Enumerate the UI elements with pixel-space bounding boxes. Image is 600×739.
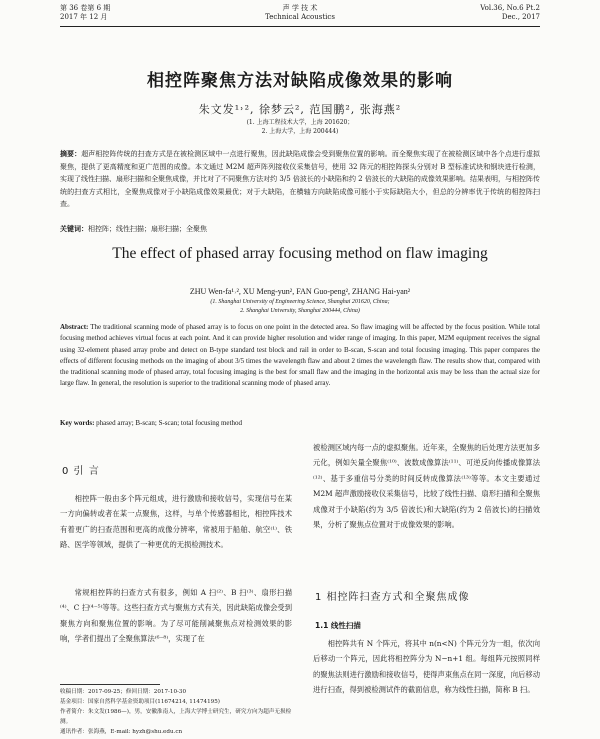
- keywords-chinese: [60, 224, 540, 234]
- footnote-correspondence: 通讯作者：张海燕，E-mail: hyzh@shu.edu.cn: [60, 729, 183, 735]
- keywords-cn-text: 相控阵；线性扫描；扇形扫描；全聚焦: [88, 225, 207, 233]
- footnote-author: 作者简介：朱文发(1986—)，男，安徽淮南人，上海大学博士研究生，研究方向为超声无损检测。: [60, 709, 292, 725]
- keywords-english: [60, 418, 540, 428]
- header-left-line1: 第 36 卷第 6 期: [60, 4, 111, 12]
- section-0-heading: 0 引 言: [62, 466, 100, 477]
- abstract-en-text: The traditional scanning mode of phased array is to focus on one point in the detected area. So flaw imaging will be affected by the focus position. While total focusing method achieves virtual focus at each point. And it can provide higher resolution and wider range of imaging. In this paper, M2M equipment receives the signal using 32-element phased array probe and detect on B-type standard test block and rail in order to B-scan, S-scan and total focusing imaging. This paper compares the effects of different focusing methods on the imaging of about 3/5 times the wavelength flaw and about 2 times the wavelength flaw. The results show that, compared with the traditional scanning mode of phased array, total focusing imaging is the best for small flaw and the imaging in the horizontal axis may be less than the actual size for large flaw. In general, the resolution is superior to the traditional scanning mode of phased array.: [60, 323, 540, 388]
- footnote: [60, 687, 292, 737]
- header-rule: [60, 26, 540, 27]
- abstract-cn-text: 超声相控阵传统的扫查方式是在被检测区域中一点进行聚焦，因此缺陷成像会受到聚焦位置的影响。而全聚焦实现了在被检测区域中各个点进行虚拟聚焦，提供了更高精度和更广范围的成像。本文通过 M2M 超声阵列接收仪采集信号，使用 32 阵元的相控阵探头分别对 B 型标准试块和钢块进行检测，实现了线性扫描、扇形扫描和全聚焦成像，并比对了不同聚焦方法对约 3/5 倍波长的小缺陷和约 2 倍波长的大缺陷的成像效果影响。结果表明，与相控阵传统的扫查方式相比，全聚焦成像对于小缺陷成像效果最优；对于大缺陷，在横轴方向缺陷成像可能小于实际缺陷大小，但总的分辨率优于传统的相控阵扫查。: [60, 150, 541, 208]
- title-english: The effect of phased array focusing method on flaw imaging: [112, 245, 488, 262]
- section-1-heading: 1 相控阵扫查方式和全聚焦成像: [315, 592, 470, 603]
- right-column-paragraph-1: 被检测区域内每一点的虚拟聚焦。近年来，全聚焦的后处理方法更加多元化，例如矢量全聚焦⁽¹⁰⁾、波数成像算法⁽¹¹⁾、可逆反向传播成像算法⁽¹²⁾、基于多重信号分类的时间反转成像算法⁽¹³⁾等等。本文主要通过 M2M 超声激励接收仪采集信号，比较了线性扫描、扇形扫描和全聚焦成像对于小缺陷(约为 3/5 倍波长)和大缺陷(约为 2 倍波长)的扫描效果，分析了聚焦点位置对于成像效果的影响。: [313, 443, 540, 530]
- keywords-en-label: Key words:: [60, 419, 95, 427]
- affiliation-en-2: 2. Shanghai University, Shanghai 200444, China): [240, 308, 360, 314]
- footnote-dates: 收稿日期：2017-09-25；修回日期：2017-10-30: [60, 689, 187, 695]
- authors-chinese: 朱文发¹˒², 徐梦云², 范国鹏², 张海燕²: [198, 103, 402, 116]
- header-right-line2: Dec., 2017: [501, 13, 540, 21]
- abstract-cn-label: 摘要：: [60, 149, 82, 158]
- affiliation-cn-1: (1. 上海工程技术大学，上海 201620；: [246, 119, 354, 126]
- keywords-en-text: phased array; B-scan; S-scan; total focusing method: [96, 419, 242, 427]
- header-issue: [480, 4, 540, 22]
- abstract-en-label: Abstract:: [60, 323, 89, 331]
- affiliation-en-1: (1. Shanghai University of Engineering Science, Shanghai 201620, China;: [210, 299, 390, 305]
- keywords-cn-label: 关键词：: [60, 224, 88, 233]
- header-center-line2: Technical Acoustics: [265, 13, 335, 21]
- footnote-funding: 基金项目：国家自然科学基金资助项目(11674214, 11474195): [60, 699, 220, 705]
- title-chinese: 相控阵聚焦方法对缺陷成像效果的影响: [147, 71, 453, 91]
- header-center-line1: 声 学 技 术: [282, 4, 318, 12]
- subsection-1-1-heading: 1.1 线性扫描: [315, 621, 361, 630]
- header-left-line2: 2017 年 12 月: [60, 13, 108, 21]
- abstract-english: [60, 322, 540, 390]
- section-0-paragraph-1: 相控阵一般由多个阵元组成，进行激励和接收信号，实现信号在某一方向偏转或者在某一点聚焦，这样，与单个传感器相比，相控阵技术有着更广的扫查范围和更高的成像分辨率，常被用于船舶、航空⁽¹⁾、铁路、医学等领域，提供了一种更优的无损检测技术。: [60, 494, 292, 550]
- running-header: [60, 4, 540, 26]
- footnote-rule: [60, 684, 160, 685]
- affiliation-cn-2: 2. 上海大学，上海 200444): [261, 128, 339, 135]
- header-journal: [60, 4, 540, 22]
- section-0-paragraph-2: 常规相控阵的扫查方式有很多，例如 A 扫⁽²⁾、B 扫⁽³⁾、扇形扫描⁽⁴⁾、C 扫⁽⁴⁻⁵⁾等等。这些扫查方式与聚焦方式有关，因此缺陷成像会受到聚焦方向和聚焦位置的影响。为了尽可能削减聚焦点对检测效果的影响，学者们提出了全聚焦算法⁽⁶⁻⁸⁾，实现了在: [60, 588, 293, 644]
- subsection-1-1-paragraph: 相控阵共有 N 个阵元，将其中 n(n<N) 个阵元分为一组，依次向后移动一个阵元，因此将相控阵分为 N−n+1 组。每组阵元按照同样的聚焦法则进行激励和接收信号，使得声束焦点在同一深度，向后移动进行扫查，得到被检测试件的截面信息，称为线性扫描，简称 B 扫。: [313, 639, 540, 695]
- header-right-line1: Vol.36, No.6 Pt.2: [480, 4, 540, 12]
- abstract-chinese: [60, 148, 540, 211]
- authors-english: ZHU Wen-fa¹˒², XU Meng-yun², FAN Guo-peng², ZHANG Hai-yan²: [189, 287, 411, 296]
